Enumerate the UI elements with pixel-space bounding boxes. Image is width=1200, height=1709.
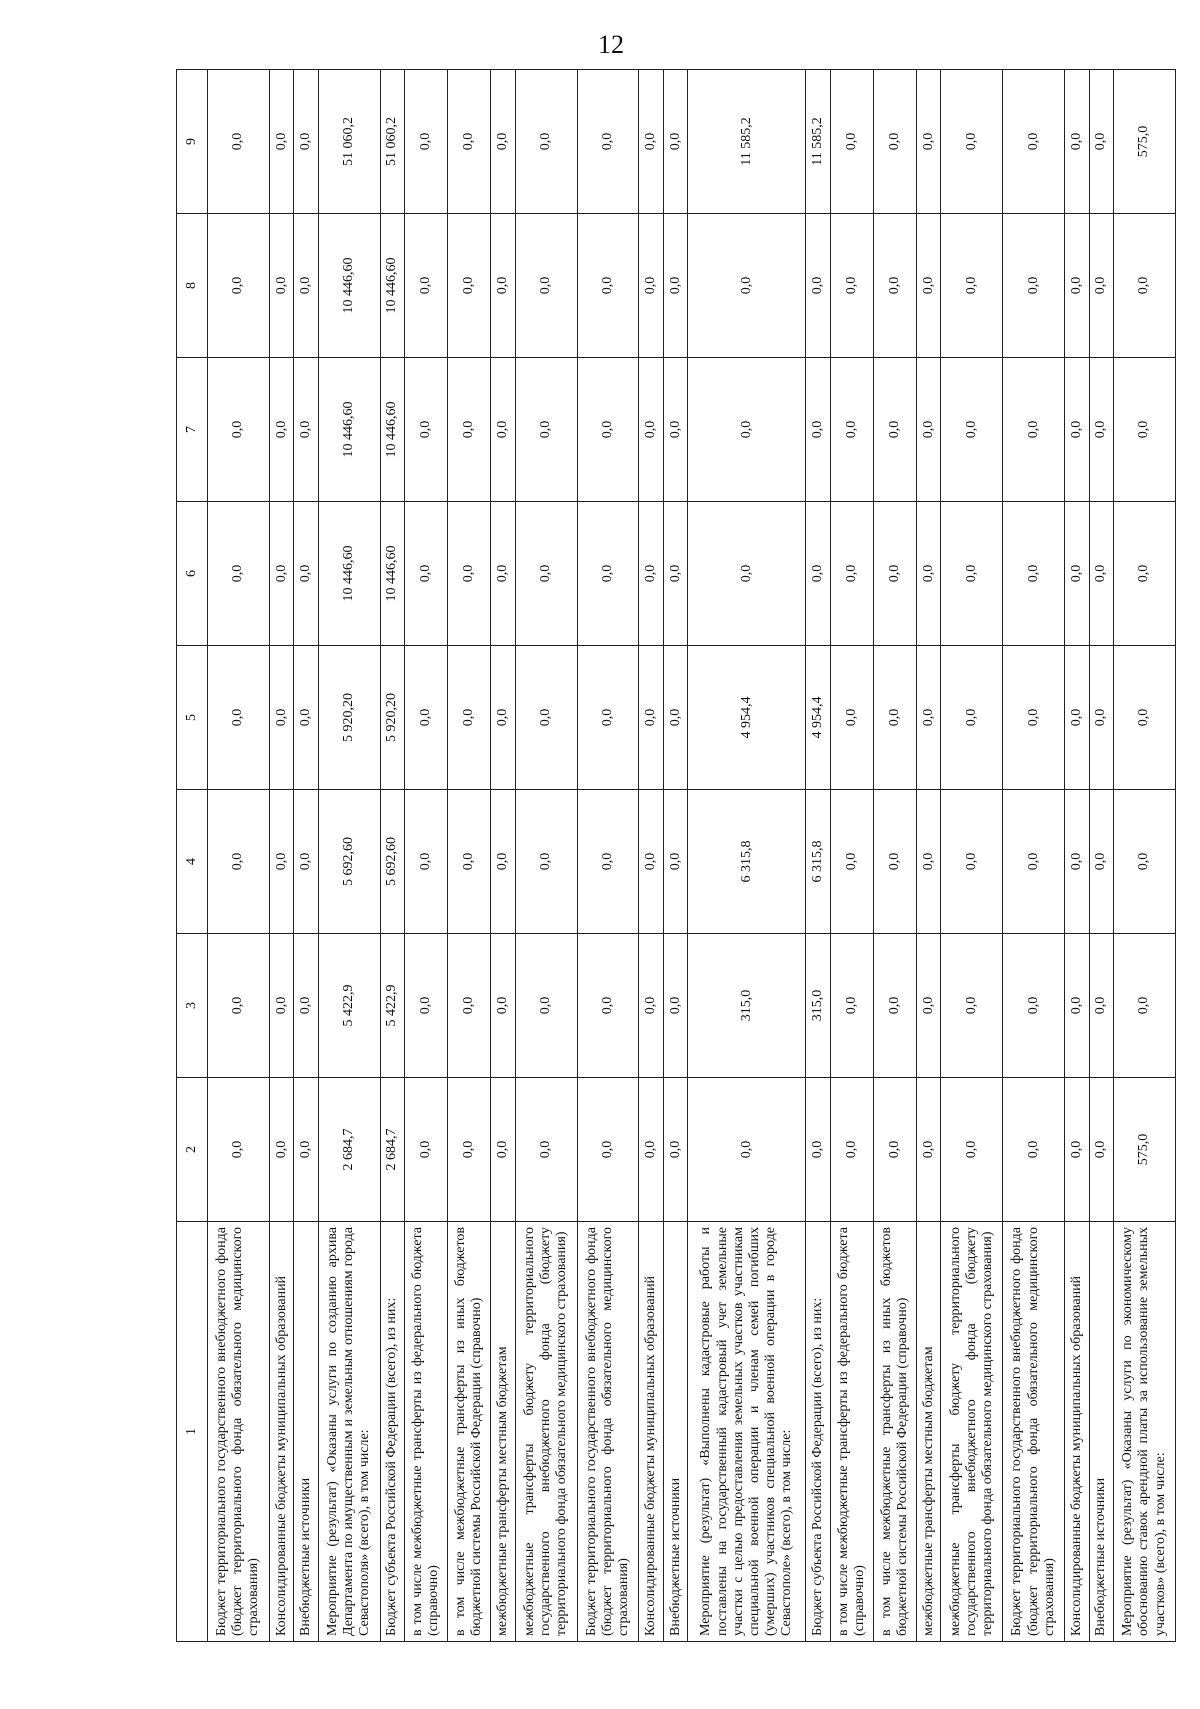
cell-value: 0,0: [873, 934, 916, 1078]
cell-value: 0,0: [491, 502, 515, 646]
cell-value: 0,0: [1065, 70, 1089, 214]
table-row: [448, 70, 491, 1642]
cell-value: 0,0: [639, 358, 663, 502]
cell-value: 4 954,4: [688, 646, 806, 790]
row-label: Консолидированные бюджеты муниципальных образований: [1065, 1222, 1089, 1642]
cell-value: 0,0: [294, 646, 318, 790]
cell-value: 0,0: [491, 1078, 515, 1222]
page-number: 12: [598, 30, 624, 59]
cell-value: 0,0: [806, 358, 830, 502]
cell-value: 0,0: [688, 502, 806, 646]
cell-value: 0,0: [916, 790, 940, 934]
cell-value: 51 060,2: [380, 70, 404, 214]
row-label: Мероприятие (результат) «Оказаны услуги по созданию архива Департамента по имущественным и земельным отношениям города Севастополя» (всего), в том числе:: [318, 1222, 380, 1642]
table-row: [1089, 70, 1113, 1642]
cell-value: 0,0: [405, 1078, 448, 1222]
column-header-7: 7: [177, 358, 208, 502]
table-row: [663, 70, 687, 1642]
cell-value: 0,0: [208, 502, 270, 646]
table-row: [1003, 70, 1065, 1642]
cell-value: 0,0: [830, 1078, 873, 1222]
cell-value: 0,0: [1113, 502, 1175, 646]
cell-value: 0,0: [577, 646, 639, 790]
cell-value: 0,0: [269, 70, 293, 214]
cell-value: 0,0: [1003, 934, 1065, 1078]
cell-value: 0,0: [448, 934, 491, 1078]
cell-value: 5 920,20: [318, 646, 380, 790]
column-header-2: 2: [177, 1078, 208, 1222]
rotated-table-area: [176, 70, 1176, 1642]
cell-value: 0,0: [269, 646, 293, 790]
cell-value: 0,0: [1089, 502, 1113, 646]
cell-value: 5 422,9: [380, 934, 404, 1078]
table-row: [639, 70, 663, 1642]
cell-value: 575,0: [1113, 1078, 1175, 1222]
cell-value: 0,0: [916, 502, 940, 646]
cell-value: 0,0: [873, 358, 916, 502]
cell-value: 0,0: [1113, 790, 1175, 934]
cell-value: 0,0: [405, 358, 448, 502]
cell-value: 0,0: [491, 214, 515, 358]
cell-value: 0,0: [515, 70, 577, 214]
cell-value: 0,0: [269, 358, 293, 502]
table-row: [318, 70, 380, 1642]
cell-value: 0,0: [639, 70, 663, 214]
cell-value: 0,0: [806, 1078, 830, 1222]
cell-value: 0,0: [1089, 646, 1113, 790]
row-label: Внебюджетные источники: [663, 1222, 687, 1642]
cell-value: 0,0: [294, 934, 318, 1078]
cell-value: 0,0: [873, 790, 916, 934]
table-row: [873, 70, 916, 1642]
cell-value: 5 692,60: [380, 790, 404, 934]
cell-value: 0,0: [515, 1078, 577, 1222]
column-header-9: 9: [177, 70, 208, 214]
cell-value: 0,0: [1003, 214, 1065, 358]
cell-value: 5 920,20: [380, 646, 404, 790]
cell-value: 0,0: [294, 214, 318, 358]
cell-value: 0,0: [448, 790, 491, 934]
row-label: Мероприятие (результат) «Выполнены кадастровые работы и поставлены на государственный кадастровый учет земельные участки с целью предоставления земельных участков участникам специальной военной операции и членам семей погибших (умерших) участников специальной военной операции в городе Севастополе» (всего), в том числе:: [688, 1222, 806, 1642]
cell-value: 0,0: [448, 646, 491, 790]
cell-value: 0,0: [577, 502, 639, 646]
table-row: [208, 70, 270, 1642]
cell-value: 0,0: [577, 790, 639, 934]
cell-value: 0,0: [269, 1078, 293, 1222]
cell-value: 0,0: [577, 358, 639, 502]
cell-value: 0,0: [806, 214, 830, 358]
cell-value: 0,0: [873, 1078, 916, 1222]
cell-value: 2 684,7: [318, 1078, 380, 1222]
cell-value: 0,0: [515, 214, 577, 358]
cell-value: 0,0: [269, 502, 293, 646]
cell-value: 0,0: [1003, 790, 1065, 934]
row-label: в том числе межбюджетные трансферты из иных бюджетов бюджетной системы Российской Федерации (справочно): [873, 1222, 916, 1642]
cell-value: 0,0: [830, 790, 873, 934]
cell-value: 51 060,2: [318, 70, 380, 214]
table-row: [916, 70, 940, 1642]
cell-value: 0,0: [491, 358, 515, 502]
cell-value: 0,0: [873, 502, 916, 646]
cell-value: 0,0: [1003, 1078, 1065, 1222]
cell-value: 0,0: [515, 358, 577, 502]
cell-value: 0,0: [577, 934, 639, 1078]
table-row: [491, 70, 515, 1642]
cell-value: 0,0: [294, 1078, 318, 1222]
cell-value: 0,0: [491, 790, 515, 934]
cell-value: 0,0: [830, 934, 873, 1078]
cell-value: 0,0: [1065, 646, 1089, 790]
cell-value: 0,0: [1003, 358, 1065, 502]
table-row: [1113, 70, 1175, 1642]
cell-value: 0,0: [663, 214, 687, 358]
cell-value: 0,0: [208, 934, 270, 1078]
cell-value: 0,0: [491, 646, 515, 790]
cell-value: 0,0: [1089, 358, 1113, 502]
cell-value: 0,0: [873, 646, 916, 790]
cell-value: 0,0: [1065, 1078, 1089, 1222]
budget-table: [176, 69, 1176, 1642]
cell-value: 0,0: [448, 1078, 491, 1222]
cell-value: 0,0: [941, 934, 1003, 1078]
column-header-1: 1: [177, 1222, 208, 1642]
cell-value: 0,0: [916, 358, 940, 502]
cell-value: 0,0: [1113, 214, 1175, 358]
cell-value: 0,0: [1003, 502, 1065, 646]
cell-value: 0,0: [663, 358, 687, 502]
cell-value: 0,0: [873, 214, 916, 358]
row-label: Внебюджетные источники: [1089, 1222, 1113, 1642]
column-header-3: 3: [177, 934, 208, 1078]
cell-value: 0,0: [405, 790, 448, 934]
cell-value: 0,0: [1065, 214, 1089, 358]
cell-value: 4 954,4: [806, 646, 830, 790]
column-header-8: 8: [177, 214, 208, 358]
cell-value: 0,0: [639, 502, 663, 646]
cell-value: 10 446,60: [318, 358, 380, 502]
row-label: Внебюджетные источники: [294, 1222, 318, 1642]
row-label: Консолидированные бюджеты муниципальных образований: [269, 1222, 293, 1642]
cell-value: 0,0: [1113, 358, 1175, 502]
cell-value: 0,0: [830, 646, 873, 790]
cell-value: 0,0: [916, 214, 940, 358]
cell-value: 0,0: [1003, 70, 1065, 214]
cell-value: 10 446,60: [318, 502, 380, 646]
cell-value: 2 684,7: [380, 1078, 404, 1222]
cell-value: 5 422,9: [318, 934, 380, 1078]
cell-value: 0,0: [1089, 70, 1113, 214]
cell-value: 0,0: [663, 934, 687, 1078]
cell-value: 10 446,60: [318, 214, 380, 358]
cell-value: 0,0: [663, 646, 687, 790]
cell-value: 315,0: [688, 934, 806, 1078]
cell-value: 0,0: [941, 214, 1003, 358]
cell-value: 0,0: [688, 1078, 806, 1222]
cell-value: 0,0: [1003, 646, 1065, 790]
row-label: в том числе межбюджетные трансферты из федерального бюджета (справочно): [830, 1222, 873, 1642]
table-body: [208, 70, 1176, 1642]
rotated-table-container: [176, 70, 1176, 1642]
row-label: межбюджетные трансферты местным бюджетам: [491, 1222, 515, 1642]
cell-value: 0,0: [1065, 502, 1089, 646]
cell-value: 0,0: [941, 70, 1003, 214]
table-row: [688, 70, 806, 1642]
table-row: [941, 70, 1003, 1642]
row-label: Бюджет субъекта Российской Федерации (всего), из них:: [380, 1222, 404, 1642]
row-label: Бюджет субъекта Российской Федерации (всего), из них:: [806, 1222, 830, 1642]
table-row: [380, 70, 404, 1642]
cell-value: 5 692,60: [318, 790, 380, 934]
cell-value: 0,0: [448, 70, 491, 214]
cell-value: 0,0: [639, 790, 663, 934]
cell-value: 0,0: [663, 502, 687, 646]
cell-value: 0,0: [916, 70, 940, 214]
cell-value: 10 446,60: [380, 502, 404, 646]
table-row: [405, 70, 448, 1642]
cell-value: 315,0: [806, 934, 830, 1078]
column-header-4: 4: [177, 790, 208, 934]
cell-value: 0,0: [577, 214, 639, 358]
cell-value: 0,0: [515, 790, 577, 934]
cell-value: 0,0: [405, 934, 448, 1078]
cell-value: 0,0: [830, 214, 873, 358]
cell-value: 0,0: [515, 646, 577, 790]
cell-value: 0,0: [873, 70, 916, 214]
row-label: Бюджет территориального государственного внебюджетного фонда (бюджет территориального фонда обязательного медицинского страхования): [208, 1222, 270, 1642]
column-header-5: 5: [177, 646, 208, 790]
cell-value: 0,0: [688, 358, 806, 502]
cell-value: 0,0: [515, 502, 577, 646]
cell-value: 0,0: [448, 502, 491, 646]
cell-value: 0,0: [405, 502, 448, 646]
cell-value: 0,0: [577, 1078, 639, 1222]
cell-value: 0,0: [916, 1078, 940, 1222]
row-label: Консолидированные бюджеты муниципальных образований: [639, 1222, 663, 1642]
cell-value: 0,0: [941, 358, 1003, 502]
cell-value: 0,0: [448, 214, 491, 358]
cell-value: 0,0: [941, 790, 1003, 934]
cell-value: 0,0: [405, 70, 448, 214]
table-row: [806, 70, 830, 1642]
cell-value: 0,0: [941, 646, 1003, 790]
cell-value: 575,0: [1113, 70, 1175, 214]
table-row: [294, 70, 318, 1642]
column-header-6: 6: [177, 502, 208, 646]
cell-value: 0,0: [916, 934, 940, 1078]
cell-value: 0,0: [1089, 214, 1113, 358]
cell-value: 0,0: [941, 502, 1003, 646]
row-label: Бюджет территориального государственного внебюджетного фонда (бюджет территориального фонда обязательного медицинского страхования): [1003, 1222, 1065, 1642]
cell-value: 0,0: [830, 358, 873, 502]
cell-value: 0,0: [294, 358, 318, 502]
cell-value: 0,0: [294, 502, 318, 646]
cell-value: 0,0: [405, 214, 448, 358]
cell-value: 0,0: [688, 214, 806, 358]
row-label: межбюджетные трансферты местным бюджетам: [916, 1222, 940, 1642]
cell-value: 11 585,2: [806, 70, 830, 214]
cell-value: 0,0: [639, 646, 663, 790]
cell-value: 0,0: [663, 70, 687, 214]
cell-value: 0,0: [448, 358, 491, 502]
cell-value: 0,0: [1065, 934, 1089, 1078]
row-label: межбюджетные трансферты бюджету территориального государственного внебюджетного фонда (бюджету территориального фонда обязательного медицинского страхования): [515, 1222, 577, 1642]
cell-value: 0,0: [1089, 1078, 1113, 1222]
row-label: Бюджет территориального государственного внебюджетного фонда (бюджет территориального фонда обязательного медицинского страхования): [577, 1222, 639, 1642]
cell-value: 0,0: [663, 1078, 687, 1222]
cell-value: 0,0: [208, 646, 270, 790]
table-row: [269, 70, 293, 1642]
row-label: в том числе межбюджетные трансферты из федерального бюджета (справочно): [405, 1222, 448, 1642]
cell-value: 0,0: [491, 70, 515, 214]
row-label: в том числе межбюджетные трансферты из иных бюджетов бюджетной системы Российской Федерации (справочно): [448, 1222, 491, 1642]
cell-value: 0,0: [1113, 646, 1175, 790]
cell-value: 0,0: [639, 214, 663, 358]
cell-value: 0,0: [208, 358, 270, 502]
table-row: [577, 70, 639, 1642]
cell-value: 0,0: [830, 70, 873, 214]
cell-value: 0,0: [405, 646, 448, 790]
cell-value: 0,0: [577, 70, 639, 214]
cell-value: 0,0: [269, 214, 293, 358]
row-label: Мероприятие (результат) «Оказаны услуги по экономическому обоснованию ставок арендной платы за использование земельных участков» (всего), в том числе:: [1113, 1222, 1175, 1642]
cell-value: 10 446,60: [380, 358, 404, 502]
cell-value: 0,0: [491, 934, 515, 1078]
cell-value: 11 585,2: [688, 70, 806, 214]
cell-value: 0,0: [639, 934, 663, 1078]
cell-value: 0,0: [269, 934, 293, 1078]
cell-value: 10 446,60: [380, 214, 404, 358]
table-row: [1065, 70, 1089, 1642]
table-row: [830, 70, 873, 1642]
table-row: [515, 70, 577, 1642]
cell-value: 6 315,8: [806, 790, 830, 934]
cell-value: 0,0: [916, 646, 940, 790]
cell-value: 0,0: [1113, 934, 1175, 1078]
cell-value: 0,0: [208, 70, 270, 214]
cell-value: 6 315,8: [688, 790, 806, 934]
cell-value: 0,0: [663, 790, 687, 934]
cell-value: 0,0: [294, 70, 318, 214]
cell-value: 0,0: [830, 502, 873, 646]
table-header-row: [177, 70, 208, 1642]
cell-value: 0,0: [1065, 358, 1089, 502]
cell-value: 0,0: [269, 790, 293, 934]
cell-value: 0,0: [208, 214, 270, 358]
cell-value: 0,0: [1089, 790, 1113, 934]
cell-value: 0,0: [294, 790, 318, 934]
cell-value: 0,0: [515, 934, 577, 1078]
cell-value: 0,0: [1089, 934, 1113, 1078]
cell-value: 0,0: [1065, 790, 1089, 934]
cell-value: 0,0: [208, 790, 270, 934]
cell-value: 0,0: [208, 1078, 270, 1222]
cell-value: 0,0: [639, 1078, 663, 1222]
row-label: межбюджетные трансферты бюджету территориального государственного внебюджетного фонда (бюджету территориального фонда обязательного медицинского страхования): [941, 1222, 1003, 1642]
cell-value: 0,0: [806, 502, 830, 646]
cell-value: 0,0: [941, 1078, 1003, 1222]
